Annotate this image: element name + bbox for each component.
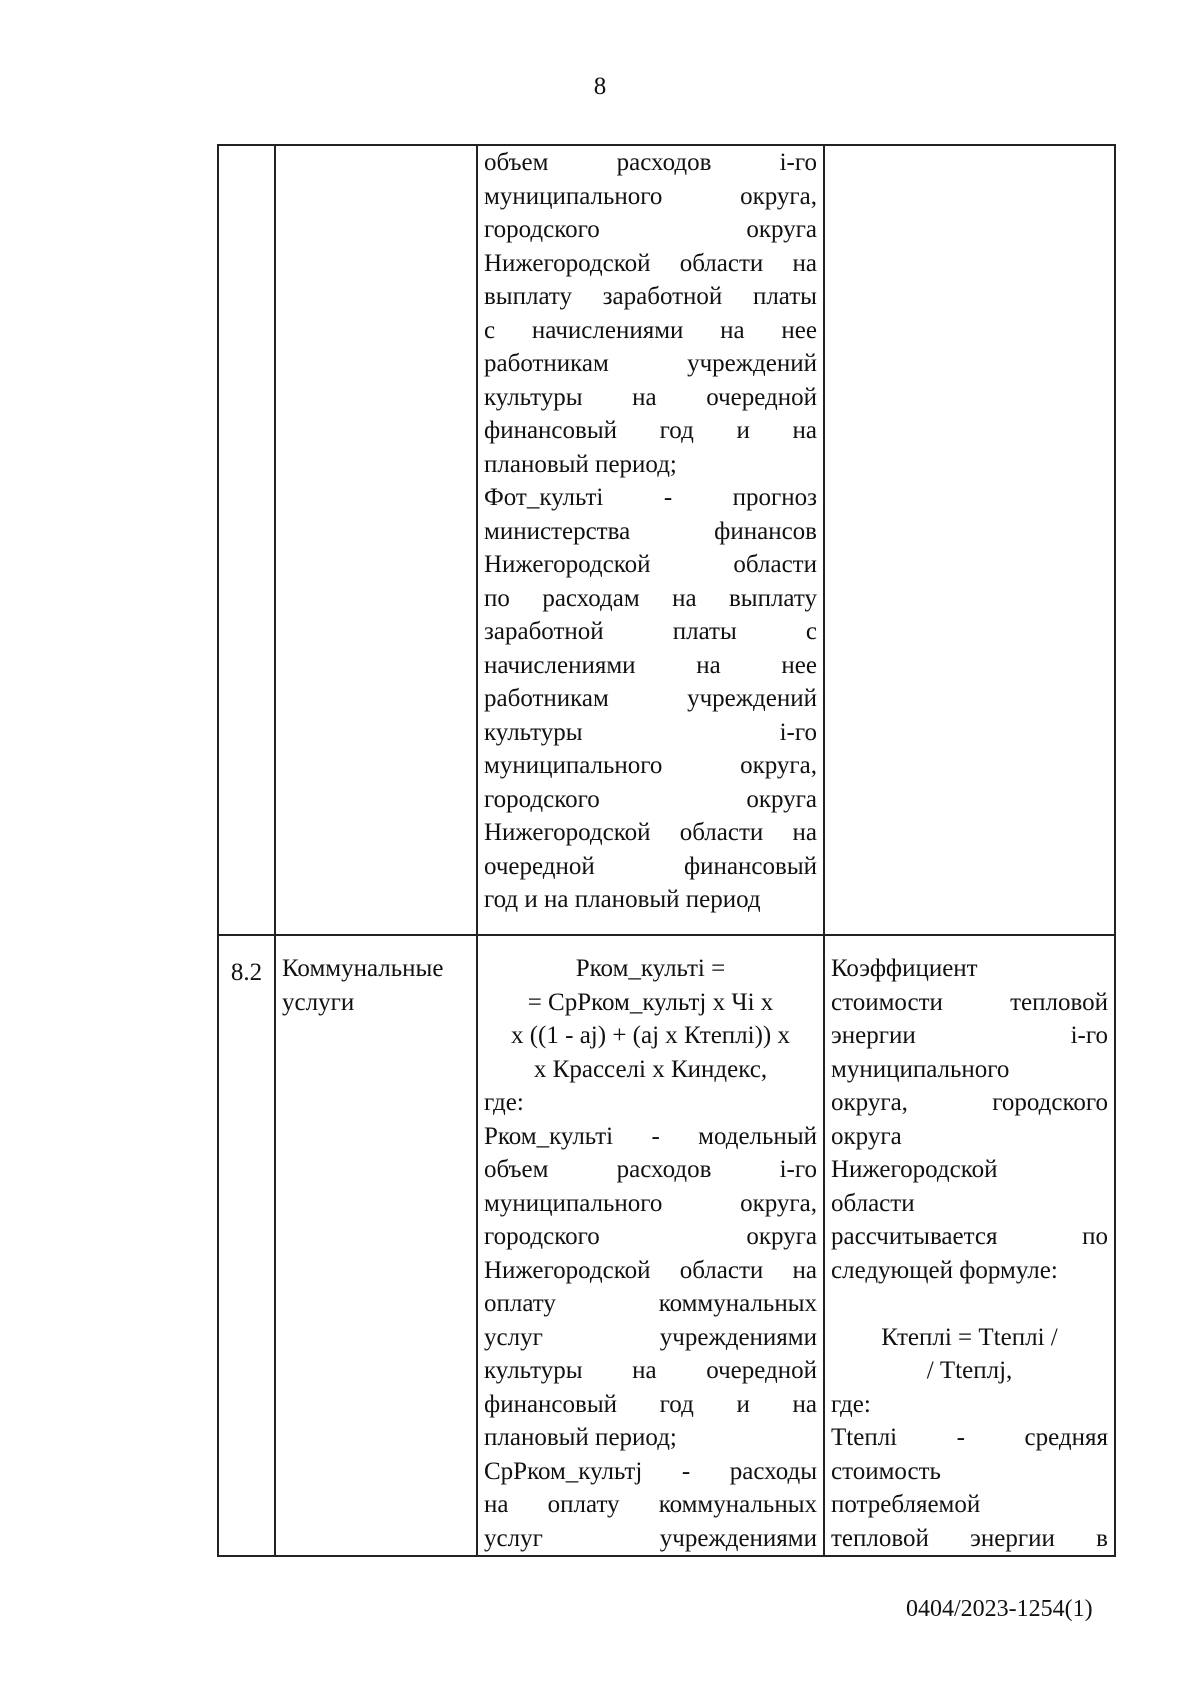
word: x ((1 - aj) + (aj x Ктеплi)) x [510,1022,790,1049]
word: стоимость [831,1457,941,1485]
word: Нижегородской [484,819,651,846]
word: муниципального [831,1055,1010,1083]
word: учреждений [687,350,817,377]
word: прогноз [732,484,817,511]
text-line [831,986,1108,1020]
word: Фот_культi [484,484,604,511]
word: расходов [616,1156,712,1183]
word: год и на плановый период [484,886,761,913]
word: на [720,316,745,344]
text-line [484,414,817,448]
word: городского [484,216,600,243]
text-line [484,682,817,716]
word: муниципального [484,182,663,210]
text-line [484,515,817,549]
word: - [681,1457,691,1485]
word: и [736,417,750,444]
word: на [792,417,817,444]
word: округа [831,1122,902,1150]
word: где: [484,1089,524,1116]
word: следующей формуле: [831,1256,1058,1284]
text-line [484,749,817,783]
text-line [484,1488,817,1522]
text-line [484,1321,817,1355]
word: коммунальных [658,1491,817,1518]
document-code: 0404/2023-1254(1) [906,1596,1093,1622]
coefficient-cell [824,935,1115,1556]
word: - [651,1122,660,1150]
text-line [831,1421,1108,1455]
word: СрРком_культj [484,1457,643,1485]
word: городского [484,1223,600,1250]
word: округа [746,1223,817,1250]
word: выплату [484,283,573,310]
word: коммунальных [658,1290,817,1317]
text-line [484,1187,817,1221]
word: расходы [729,1457,817,1485]
word: i-го [779,718,817,746]
word: средняя [1024,1424,1108,1451]
word: рассчитывается [831,1223,998,1250]
table-row [218,935,1115,1556]
word: услуг [484,1524,543,1552]
text-line [484,381,817,415]
word: плановый период; [484,1424,677,1451]
text-line [484,582,817,616]
word: области [679,249,764,277]
word: Рком_культi [484,1122,614,1150]
text-line [484,816,817,850]
text-line: Коммунальные [282,955,444,982]
word: модельный [698,1122,817,1150]
word: Нижегородской [484,551,651,578]
word: заработной [602,283,723,310]
word: расходов [616,149,712,176]
word: услуг [484,1323,543,1351]
word: тепловой [1010,988,1108,1016]
word: на [792,249,817,277]
text-line [484,1522,817,1556]
word: оплату [484,1290,556,1317]
text-line [831,1220,1108,1254]
word: тепловой [831,1524,929,1552]
word: потребляемой [831,1491,981,1518]
word: Тteплi [831,1424,898,1451]
word: работникам [484,350,609,377]
word: учреждениями [659,1323,817,1351]
word: - [956,1424,965,1451]
word: очередной [706,1357,817,1384]
word: начислениями [484,651,636,679]
word: i-го [1070,1022,1108,1049]
text-line [484,1086,817,1120]
word: очередной [706,383,817,411]
text-line [484,481,817,515]
word: оплату [547,1491,620,1518]
word: объем [484,1156,549,1183]
word: выплату [728,584,817,612]
word: финансовый [484,1390,618,1418]
word: заработной [484,618,604,645]
word: очередной [484,852,595,880]
word: нее [781,316,817,344]
word: год [659,1390,694,1418]
text-line [484,1120,817,1154]
text-line [484,649,817,683]
word: Коэффициент [831,955,978,982]
word: Нижегородской [484,1256,651,1284]
word: платы [752,283,817,310]
word: округа, [740,182,817,210]
text-line [484,247,817,281]
word: культуры [484,1357,583,1384]
word: учреждениями [659,1524,817,1552]
text-line [831,1287,1108,1321]
text-line [484,1053,817,1087]
word: на [632,383,657,411]
word: на [632,1357,657,1384]
text-line [831,1153,1108,1187]
text-line [484,180,817,214]
word: министерства [484,517,631,545]
text-line [484,146,817,180]
word: муниципального [484,1189,663,1217]
word: округа, [740,1189,817,1217]
text-line [831,1455,1108,1489]
text-line [484,1421,817,1455]
text-line [484,883,817,917]
budget-formula-table [217,144,1116,1557]
word: по [484,584,510,612]
table-row [218,145,1115,935]
word: платы [672,618,737,645]
text-line [484,1287,817,1321]
item-name-cell [275,935,477,1556]
page-number: 8 [593,73,607,100]
word: области [733,551,817,578]
word: округа, [740,752,817,779]
word: на [696,651,721,679]
text-line [484,1153,817,1187]
word: Нижегородской [831,1156,998,1183]
text-line [831,1488,1108,1522]
text-line [484,1455,817,1489]
word: финансовый [683,852,817,880]
word: i-го [779,149,817,176]
word: x Красселi x Киндекс, [533,1055,768,1083]
text-line [484,615,817,649]
item-name-cell [275,145,477,935]
word: области [831,1189,915,1217]
word: - [663,484,673,511]
word: i-го [779,1156,817,1183]
item-number: 8.2 [230,959,263,986]
text-line [484,850,817,884]
text-line [484,448,817,482]
text-line [484,783,817,817]
text-line [484,986,817,1020]
text-line [484,1388,817,1422]
word: стоимости [831,988,943,1016]
word: с [484,316,496,344]
word: культуры [484,718,583,746]
word: нее [781,651,817,679]
word: области [679,1256,764,1284]
text-line [831,1019,1108,1053]
word: расходам [542,584,640,612]
text-line [831,952,1108,986]
word: финансов [714,517,817,545]
word: энергии [970,1524,1055,1552]
word: финансовый [484,417,618,444]
word: области [679,819,764,846]
word: где: [831,1390,871,1418]
word: на [792,1390,817,1418]
word: на [792,819,817,846]
word: культуры [484,383,583,411]
word: муниципального [484,752,663,779]
word: городского [484,785,600,813]
word: округа, [831,1089,908,1116]
text-line [484,1354,817,1388]
word: начислениями [531,316,684,344]
text-line [831,1522,1108,1556]
word: на [792,1256,817,1284]
text-line [484,716,817,750]
word: плановый период; [484,450,677,478]
word: на [672,584,697,612]
text-line [831,1187,1108,1221]
text-line: услуги [282,988,355,1016]
word: / Тteплj, [926,1357,1013,1384]
text-line [484,213,817,247]
text-line [484,1220,817,1254]
text-line [484,347,817,381]
word: объем [484,149,549,176]
word: и [736,1390,750,1418]
word: Нижегородской [484,249,651,277]
text-line [831,1120,1108,1154]
text-line [484,1019,817,1053]
word: городского [992,1089,1108,1116]
word: = СрРком_культj x Чi x [527,988,774,1016]
coefficient-cell [824,145,1115,935]
item-number-cell [218,145,275,935]
word: на [484,1491,509,1518]
text-line [831,1321,1108,1355]
text-line [484,952,817,986]
item-number-cell [218,935,275,1556]
text-line [831,1086,1108,1120]
word: энергии [831,1022,916,1049]
word: учреждений [687,685,817,712]
text-line [484,314,817,348]
word: с [805,618,817,645]
word: в [1096,1524,1108,1552]
word: по [1082,1223,1108,1250]
word: год [659,417,694,444]
word: Ктеплi = Тteплi / [881,1323,1058,1351]
word: Рком_культi = [575,955,726,982]
text-line [484,280,817,314]
text-line [831,1254,1108,1288]
text-line [484,1254,817,1288]
text-line [831,1053,1108,1087]
word: округа [746,785,817,813]
formula-cell [477,145,824,935]
word: работникам [484,685,609,712]
text-line [484,548,817,582]
text-line [831,1388,1108,1422]
formula-cell [477,935,824,1556]
text-line [831,1354,1108,1388]
word: округа [746,216,817,243]
